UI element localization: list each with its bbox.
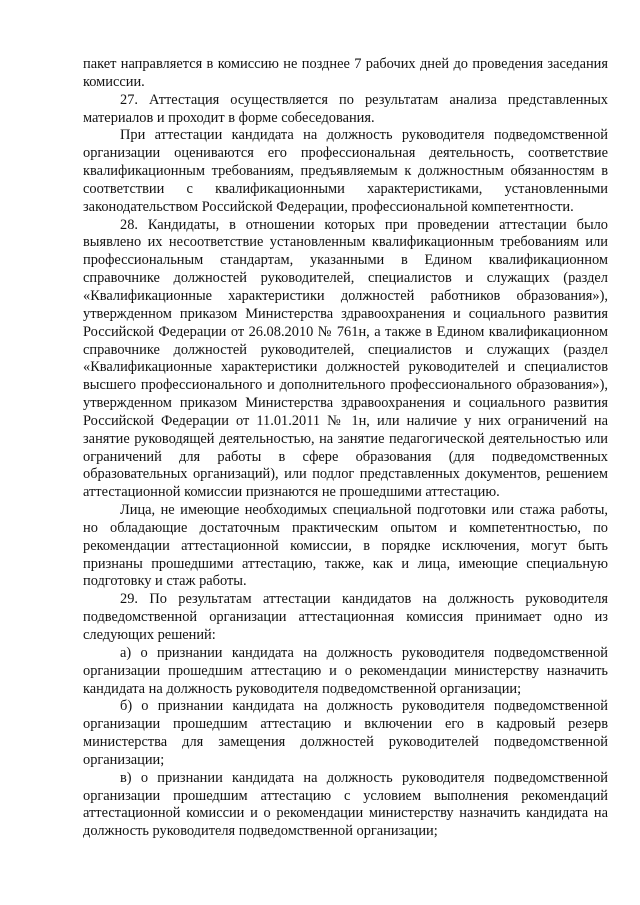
paragraph-exception: Лица, не имеющие необходимых специальной подготовки или стажа работы, но обладающие достаточным практическим опытом и компетентностью, по рекомендации аттестационной комиссии, в порядке исключения, могут быть признаны прошедшими аттестацию, также, как и лица, имеющие специальную подготовку и стаж работы. [83,502,608,590]
paragraph-continuation: пакет направляется в комиссию не позднее 7 рабочих дней до проведения заседания комиссии. [83,56,608,90]
paragraph-29: 29. По результатам аттестации кандидатов на должность руководителя подведомственной организации аттестационная комиссия принимает одно из следующих решений: [83,591,608,643]
paragraph-28: 28. Кандидаты, в отношении которых при проведении аттестации было выявлено их несоответствие установленным квалификационным требованиям или профессиональным стандартам, указанными в Едином квалификационном справочнике должностей руководителей, специалистов и служащих (раздел «Квалификационные характеристики должностей работников образования»), утвержденном приказом Министерства здравоохранения и социального развития Российской Федерации от 26.08.2010 № 761н, а также в Едином квалификационном справочнике должностей руководителей, специалистов и служащих (раздел «Квалификационные характеристики должностей руководителей и специалистов высшего профессионального и дополнительного профессионального образования»), утвержденном приказом Министерства здравоохранения и социального развития Российской Федерации от 11.01.2011 № 1н, или наличие у них ограничений на занятие руководящей деятельностью, на занятие педагогической деятельностью или ограничений для работы в сфере образования (для подведомственных образовательных организаций), или подлог представленных документов, решением аттестационной комиссии признаются не прошедшими аттестацию. [83,216,608,501]
paragraph-attestation-assessment: При аттестации кандидата на должность руководителя подведомственной организации оцениваются его профессиональная деятельность, соответствие квалификационным требованиям, предъявляемым к должностным обязанностям в соответствии с квалификационными характеристиками, установленными законодательством Российской Федерации, профессиональной компетентности. [83,127,608,215]
paragraph-29-v: в) о признании кандидата на должность руководителя подведомственной организации прошедшим аттестацию с условием выполнения рекомендаций аттестационной комиссии и о рекомендации министерству назначить кандидата на должность руководителя подведомственной организации; [83,769,608,840]
paragraph-29-b: б) о признании кандидата на должность руководителя подведомственной организации прошедшим аттестацию и включении его в кадровый резерв министерства для замещения должностей руководителей подведомственной организации; [83,698,608,768]
paragraph-29-a: а) о признании кандидата на должность руководителя подведомственной организации прошедшим аттестацию и о рекомендации министерству назначить кандидата на должность руководителя подведомственной организации; [83,644,608,697]
paragraph-27: 27. Аттестация осуществляется по результатам анализа представленных материалов и проходит в форме собеседования. [83,91,608,126]
